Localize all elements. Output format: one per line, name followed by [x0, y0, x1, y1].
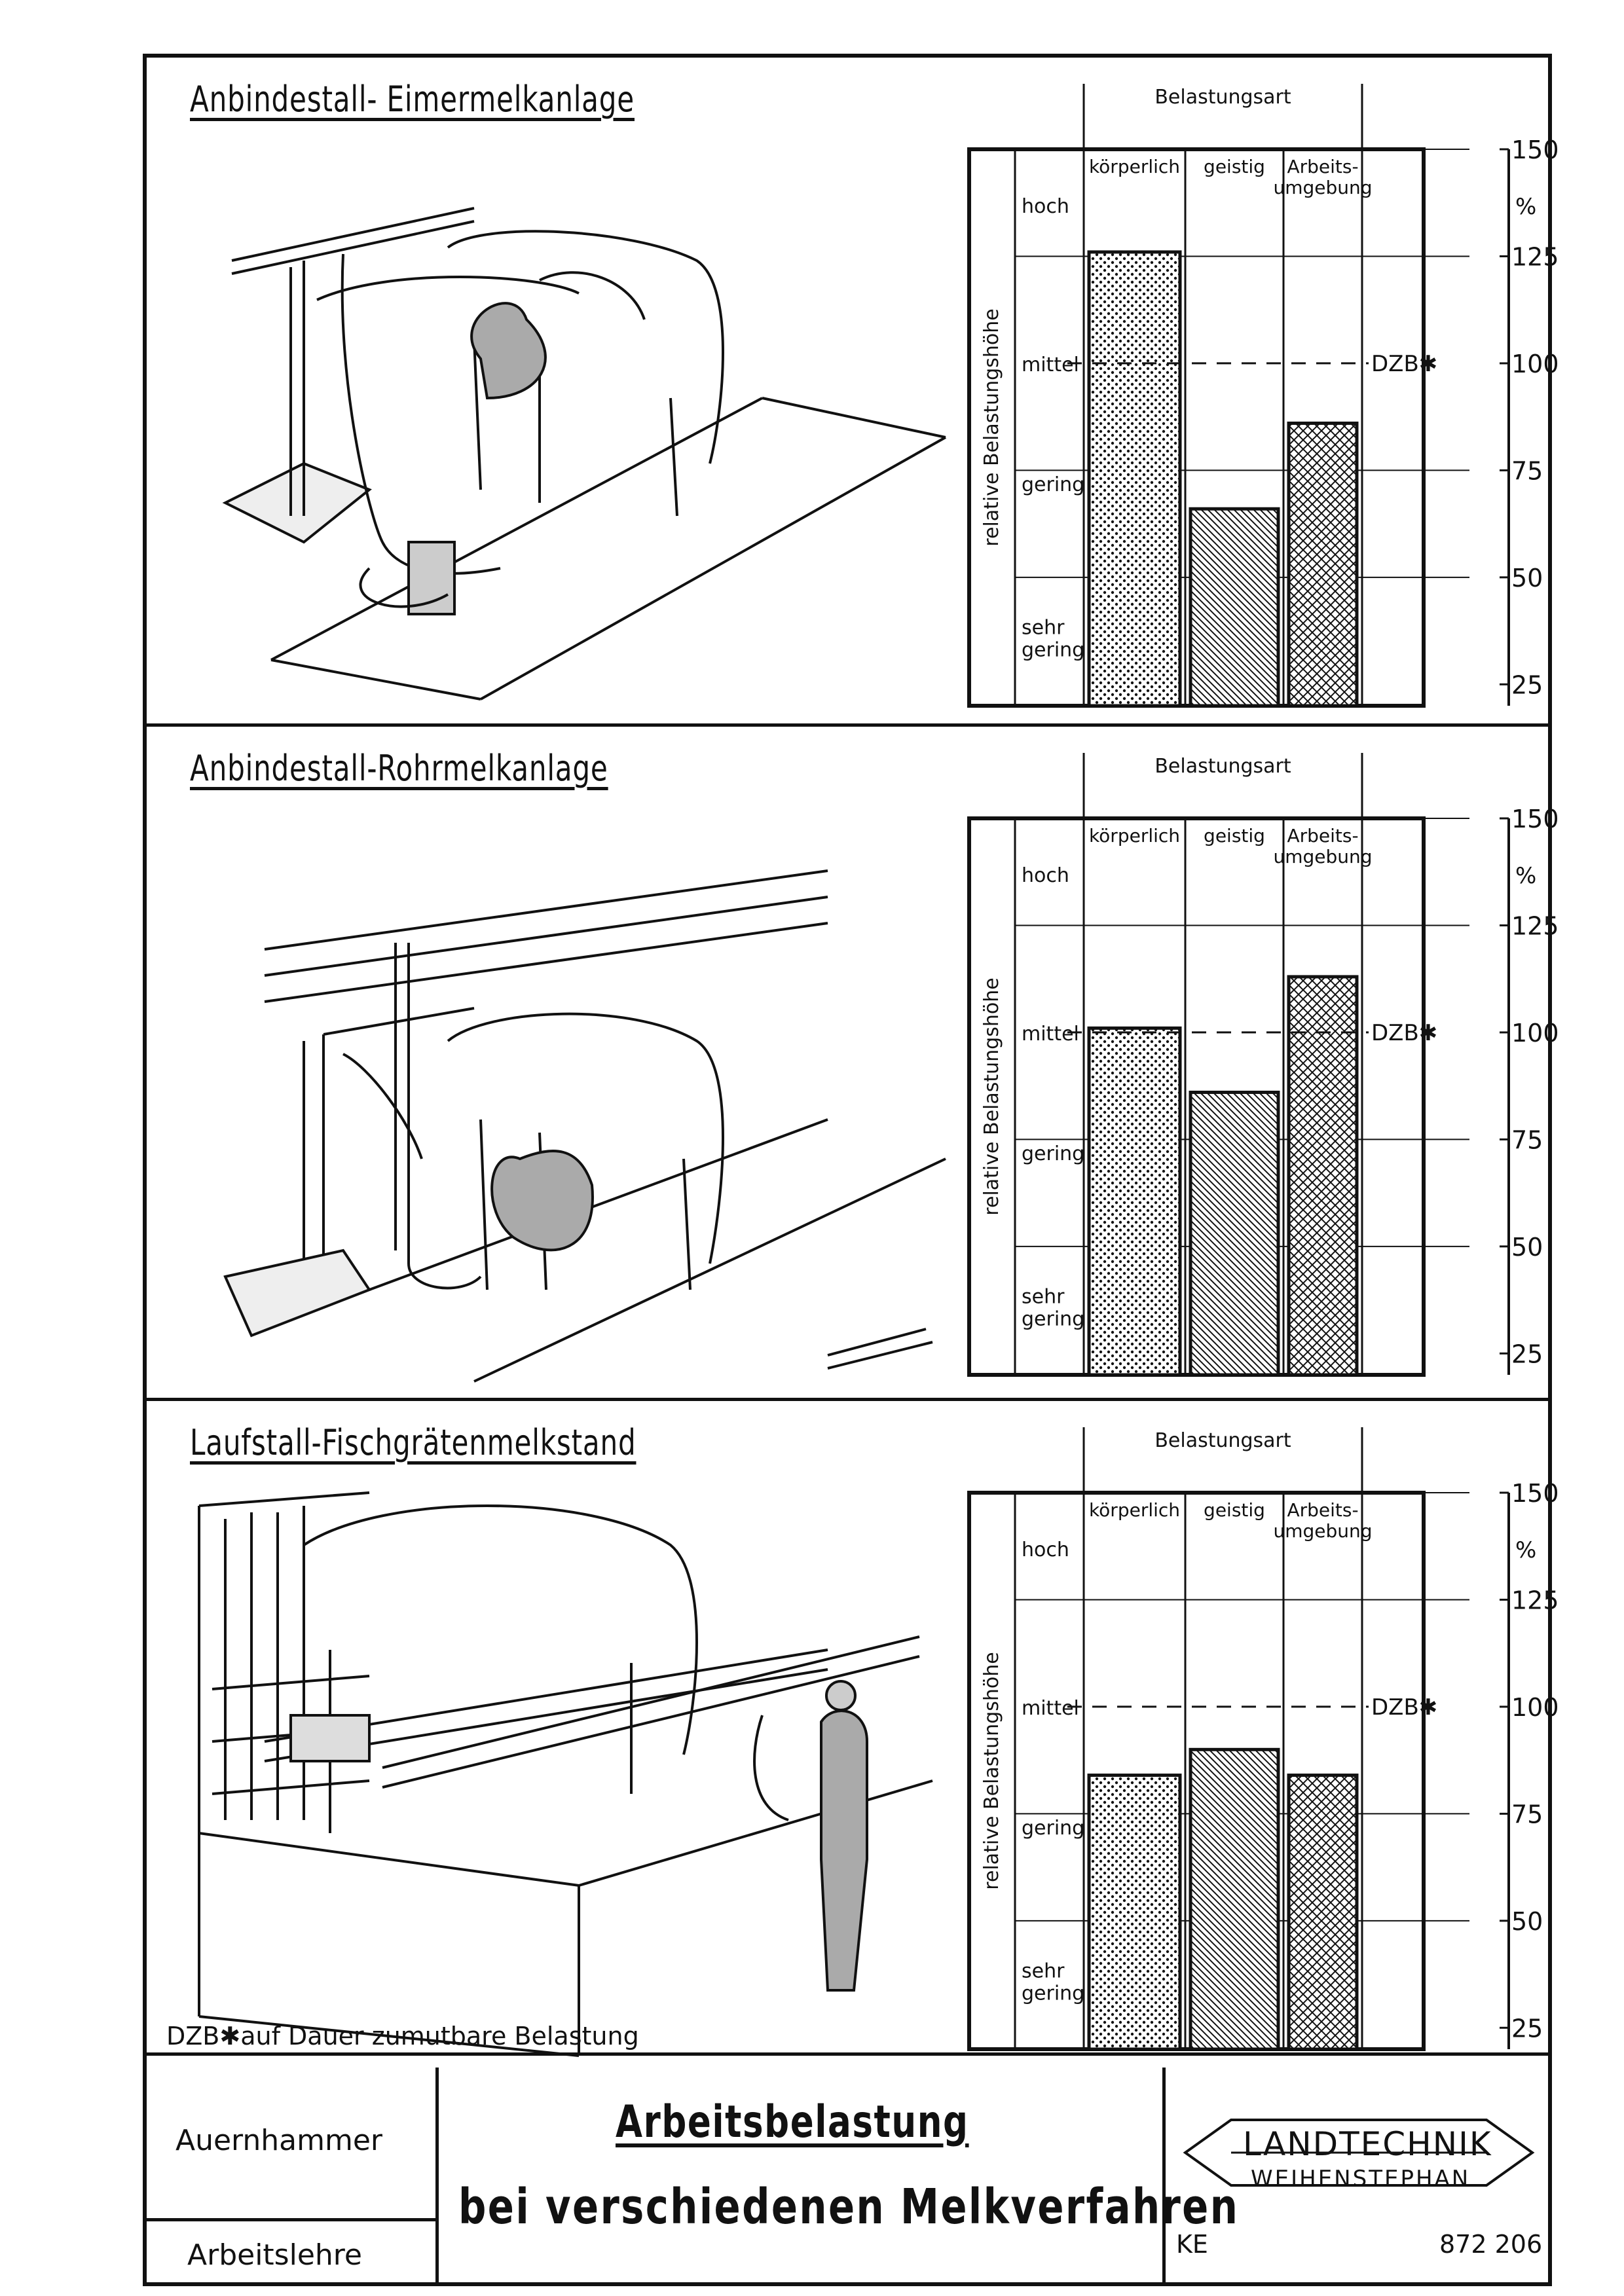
panel-title: Anbindestall- Eimermelkanlage — [190, 79, 635, 120]
unit-label: % — [1515, 863, 1537, 889]
category-label: Arbeits- — [1287, 825, 1359, 847]
main-title-line2: bei verschiedenen Melkverfahren — [458, 2179, 1240, 2235]
y-level-label: sehr — [1022, 616, 1065, 640]
category-label: umgebung — [1273, 177, 1373, 198]
y-level-label: gering — [1022, 1307, 1085, 1331]
y-tick-label: 125 — [1511, 242, 1559, 272]
category-label: umgebung — [1273, 846, 1373, 867]
panel-title: Laufstall-Fischgrätenmelkstand — [190, 1422, 637, 1463]
milking-scene-illustration — [173, 792, 946, 1381]
y-level-label: gering — [1022, 473, 1085, 496]
y-tick-label: 75 — [1511, 456, 1543, 486]
y-tick-label: 150 — [1511, 805, 1559, 833]
milking-scene-illustration — [173, 123, 946, 712]
unit-label: % — [1515, 194, 1537, 220]
y-level-label: sehr — [1022, 1285, 1065, 1309]
y-level-label: gering — [1022, 638, 1085, 662]
y-level-label: hoch — [1022, 864, 1069, 887]
category-label: geistig — [1204, 825, 1265, 847]
y-axis-label: relative Belastungshöhe — [980, 977, 1003, 1216]
load-chart — [946, 64, 1559, 719]
panel-eimermelkanlage — [147, 58, 1559, 727]
bar-2 — [1289, 423, 1357, 706]
category-label: körperlich — [1088, 1499, 1181, 1521]
bar-0 — [1089, 252, 1180, 706]
bar-1 — [1190, 509, 1278, 706]
load-chart — [946, 1408, 1559, 2062]
y-tick-label: 75 — [1511, 1800, 1543, 1829]
logo-cell — [1166, 2068, 1548, 2286]
category-label: Arbeits- — [1287, 156, 1359, 177]
reference-label: DZB✱ — [1371, 1019, 1438, 1046]
drawing-sheet — [143, 54, 1559, 2286]
code-left: KE — [1176, 2230, 1208, 2259]
category-label: Arbeits- — [1287, 1499, 1359, 1521]
code-right: 872 206 — [1439, 2230, 1543, 2259]
author: Auernhammer — [175, 2124, 382, 2157]
y-level-label: hoch — [1022, 1539, 1069, 1561]
y-level-label: gering — [1022, 1817, 1085, 1840]
panel-rohrmelkanlage — [147, 727, 1559, 1401]
y-level-label: hoch — [1022, 195, 1069, 218]
y-level-label: gering — [1022, 1142, 1085, 1165]
y-tick-label: 25 — [1511, 670, 1543, 700]
y-tick-label: 25 — [1511, 2014, 1543, 2043]
y-tick-label: 150 — [1511, 1479, 1559, 1508]
y-level-label: sehr — [1022, 1959, 1065, 1983]
milking-scene-illustration — [173, 1467, 946, 2030]
y-tick-label: 25 — [1511, 1339, 1543, 1369]
main-title-line1: Arbeitsbelastung — [616, 2096, 969, 2148]
category-label: geistig — [1204, 1499, 1265, 1521]
department-cell — [147, 2218, 439, 2286]
y-tick-label: 50 — [1511, 563, 1543, 592]
y-tick-label: 125 — [1511, 911, 1559, 941]
category-label: körperlich — [1088, 825, 1181, 847]
panel-fischgraetenmelkstand — [147, 1401, 1559, 2056]
author-cell — [147, 2068, 439, 2218]
y-tick-label: 50 — [1511, 1906, 1543, 1936]
y-axis-label: relative Belastungshöhe — [980, 1652, 1003, 1890]
category-label: umgebung — [1273, 1520, 1373, 1542]
load-chart — [946, 733, 1559, 1388]
y-axis-label: relative Belastungshöhe — [980, 308, 1003, 547]
y-level-label: mittel — [1022, 1696, 1079, 1720]
bar-2 — [1289, 977, 1357, 1375]
chart-title: Belastungsart — [1154, 86, 1291, 109]
y-tick-label: 100 — [1511, 1692, 1559, 1722]
footnote: DZB✱auf Dauer zumutbare Belastung — [166, 2022, 639, 2050]
reference-label: DZB✱ — [1371, 350, 1438, 377]
category-label: körperlich — [1088, 156, 1181, 177]
y-level-label: mittel — [1022, 1022, 1079, 1046]
y-level-label: gering — [1022, 1982, 1085, 2005]
y-tick-label: 50 — [1511, 1232, 1543, 1262]
y-tick-label: 75 — [1511, 1125, 1543, 1155]
y-tick-label: 150 — [1511, 136, 1559, 164]
reference-label: DZB✱ — [1371, 1694, 1438, 1721]
y-tick-label: 125 — [1511, 1586, 1559, 1615]
logo-subtext: WEIHENSTEPHAN — [1251, 2166, 1471, 2192]
logo-text: LANDTECHNIK — [1243, 2125, 1492, 2163]
bar-2 — [1289, 1776, 1357, 2049]
y-tick-label: 100 — [1511, 1018, 1559, 1048]
unit-label: % — [1515, 1537, 1537, 1563]
department: Arbeitslehre — [187, 2238, 362, 2272]
panel-title: Anbindestall-Rohrmelkanlage — [190, 748, 608, 789]
category-label: geistig — [1204, 156, 1265, 177]
title-block — [147, 2068, 1548, 2286]
y-level-label: mittel — [1022, 353, 1079, 376]
y-tick-label: 100 — [1511, 349, 1559, 378]
bar-0 — [1089, 1776, 1180, 2049]
chart-title: Belastungsart — [1154, 755, 1291, 778]
bar-1 — [1190, 1092, 1278, 1375]
bar-0 — [1089, 1028, 1180, 1375]
bar-1 — [1190, 1749, 1278, 2049]
chart-title: Belastungsart — [1154, 1429, 1291, 1452]
